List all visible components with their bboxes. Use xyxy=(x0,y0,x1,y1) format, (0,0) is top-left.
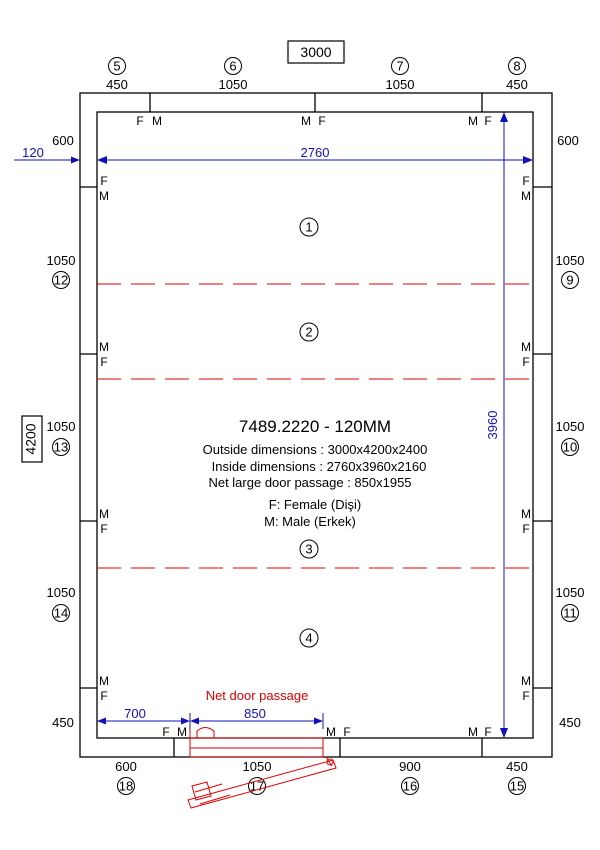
panel-length-top-4: 450 xyxy=(506,77,528,92)
mark-m: M xyxy=(177,725,187,739)
panel-length-top-1: 450 xyxy=(106,77,128,92)
panel-length-right-2: 1050 xyxy=(555,253,585,268)
door-offset-label: 700 xyxy=(124,706,146,721)
panel-number-7: 7 xyxy=(396,58,404,74)
panel-number-17: 17 xyxy=(249,778,265,794)
mark-f: F xyxy=(484,114,492,128)
ceiling-panel-1: 1 xyxy=(305,219,313,235)
panel-length-bottom-2: 1050 xyxy=(242,759,272,774)
mark-f: F xyxy=(100,355,108,369)
mark-f: F xyxy=(100,689,108,703)
mark-f: F xyxy=(522,689,530,703)
door-frame-hinge xyxy=(190,728,214,739)
male-legend: M: Male (Erkek) xyxy=(264,514,356,529)
panel-number-5: 5 xyxy=(113,58,121,74)
mark-f: F xyxy=(343,725,351,739)
inner-width-label: 2760 xyxy=(300,145,330,160)
panel-length-top-3: 1050 xyxy=(385,77,415,92)
panel-length-bottom-1: 600 xyxy=(115,759,137,774)
ceiling-panel-3: 3 xyxy=(305,541,313,557)
top-dimension-label: 3000 xyxy=(300,44,332,60)
mark-m: M xyxy=(99,674,109,688)
mark-m: M xyxy=(521,674,531,688)
mark-m: M xyxy=(301,114,311,128)
mark-f: F xyxy=(522,522,530,536)
panel-length-left-1: 600 xyxy=(52,133,74,148)
mark-f: F xyxy=(162,725,170,739)
drawing-title: 7489.2220 - 120MM xyxy=(238,417,392,436)
panel-number-18: 18 xyxy=(118,778,134,794)
panel-length-left-5: 450 xyxy=(52,715,74,730)
mark-m: M xyxy=(99,507,109,521)
door-handle xyxy=(192,782,230,804)
panel-number-16: 16 xyxy=(402,778,418,794)
outside-dimensions: Outside dimensions : 3000x4200x2400 xyxy=(202,442,428,457)
info-block xyxy=(203,417,428,529)
panel-number-12: 12 xyxy=(53,272,69,288)
panel-number-9: 9 xyxy=(566,272,574,288)
mark-m: M xyxy=(99,340,109,354)
panel-length-right-4: 1050 xyxy=(555,585,585,600)
panel-length-left-3: 1050 xyxy=(46,419,76,434)
door-passage-label: Net door passage xyxy=(205,688,309,703)
mark-m: M xyxy=(152,114,162,128)
panel-length-left-2: 1050 xyxy=(46,253,76,268)
mark-m: M xyxy=(468,114,478,128)
mark-f: F xyxy=(100,174,108,188)
wall-thickness-label: 120 xyxy=(22,145,44,160)
left-panels xyxy=(47,133,76,730)
panel-length-left-4: 1050 xyxy=(46,585,76,600)
panel-number-14: 14 xyxy=(53,605,69,621)
mark-f: F xyxy=(522,355,530,369)
inside-dimensions: Inside dimensions : 2760x3960x2160 xyxy=(211,459,427,474)
mark-m: M xyxy=(468,725,478,739)
panel-length-bottom-4: 450 xyxy=(506,759,528,774)
mark-m: M xyxy=(521,507,531,521)
panel-length-bottom-3: 900 xyxy=(399,759,421,774)
mark-f: F xyxy=(136,114,144,128)
panel-number-10: 10 xyxy=(562,439,578,455)
ceiling-panel-2: 2 xyxy=(305,324,313,340)
mark-m: M xyxy=(521,340,531,354)
panel-length-right-3: 1050 xyxy=(555,419,585,434)
mark-f: F xyxy=(318,114,326,128)
mark-m: M xyxy=(99,189,109,203)
mark-f: F xyxy=(522,174,530,188)
left-dimension-label: 4200 xyxy=(22,423,39,455)
mark-m: M xyxy=(521,189,531,203)
door-passage-dimensions: Net large door passage : 850x1955 xyxy=(208,475,412,490)
mark-f: F xyxy=(100,522,108,536)
mark-m: M xyxy=(326,725,336,739)
panel-length-right-5: 450 xyxy=(559,715,581,730)
right-panels xyxy=(556,133,585,730)
panel-number-8: 8 xyxy=(513,58,521,74)
bottom-panels xyxy=(115,759,528,795)
panel-length-top-2: 1050 xyxy=(218,77,248,92)
ceiling-panel-4: 4 xyxy=(305,630,313,646)
panel-number-15: 15 xyxy=(509,778,525,794)
mark-f: F xyxy=(484,725,492,739)
panel-length-right-1: 600 xyxy=(557,133,579,148)
door-width-label: 850 xyxy=(244,706,266,721)
panel-number-13: 13 xyxy=(53,439,69,455)
panel-number-6: 6 xyxy=(229,58,237,74)
panel-number-11: 11 xyxy=(563,605,577,621)
female-legend: F: Female (Dişi) xyxy=(268,497,362,512)
inner-height-label: 3960 xyxy=(485,410,500,440)
